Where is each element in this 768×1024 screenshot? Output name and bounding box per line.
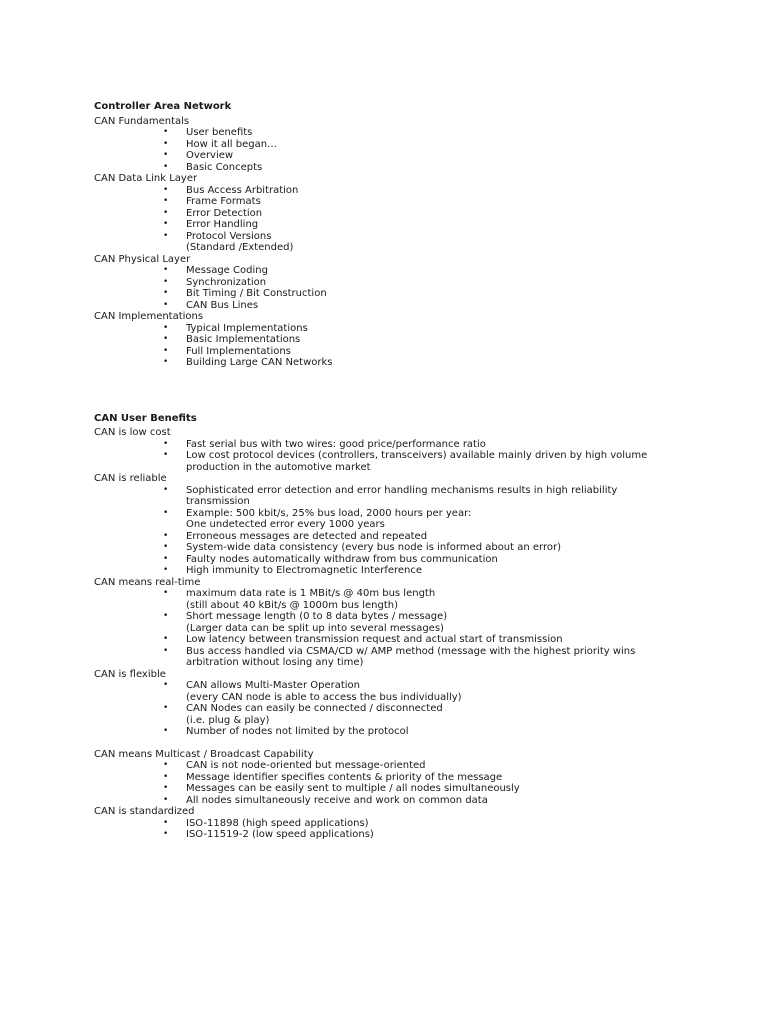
item-text: transmission <box>186 496 250 507</box>
bullet-icon: • <box>163 450 169 460</box>
item-text: Error Detection <box>186 207 263 219</box>
topic-group <box>94 577 694 669</box>
item-text: CAN Nodes can easily be connected / disconnected <box>186 703 443 714</box>
section-title: Controller Area Network <box>94 101 232 112</box>
bullet-list <box>94 323 694 369</box>
bullet-icon: • <box>163 438 169 449</box>
list-item <box>94 703 694 726</box>
list-item <box>94 219 694 231</box>
item-text: Overview <box>186 150 234 161</box>
bullet-icon: • <box>163 817 169 828</box>
list-item <box>94 508 694 531</box>
item-text: CAN Bus Lines <box>186 299 259 311</box>
bullet-list <box>94 127 694 173</box>
list-item <box>94 300 694 312</box>
item-text: (every CAN node is able to access the bus individually) <box>186 691 462 703</box>
bullet-icon: • <box>163 276 169 287</box>
list-item <box>94 795 694 807</box>
bullet-icon: • <box>163 611 169 621</box>
list-item <box>94 346 694 358</box>
item-text: (i.e. plug & play) <box>186 714 270 726</box>
item-text: Synchronization <box>186 276 267 288</box>
item-text: CAN allows Multi-Master Operation <box>186 680 360 691</box>
item-text: System-wide data consistency (every bus node is informed about an error) <box>186 542 561 553</box>
item-text: (Standard /Extended) <box>186 242 294 253</box>
bullet-icon: • <box>163 265 169 275</box>
list-item <box>94 277 694 289</box>
bullet-list <box>94 818 694 841</box>
list-item <box>94 139 694 151</box>
bullet-list <box>94 760 694 806</box>
list-item <box>94 323 694 335</box>
bullet-icon: • <box>163 345 169 356</box>
topic-group <box>94 311 694 369</box>
bullet-list <box>94 439 694 474</box>
item-text: Building Large CAN Networks <box>186 357 333 368</box>
item-text: production in the automotive market <box>186 461 371 473</box>
item-text: Low latency between transmission request and actual start of transmission <box>186 634 563 645</box>
bullet-icon: • <box>163 760 169 770</box>
section-title: CAN User Benefits <box>94 412 197 424</box>
list-item <box>94 680 694 703</box>
bullet-icon: • <box>163 334 169 344</box>
item-text: Full Implementations <box>186 345 291 357</box>
bullet-icon: • <box>163 703 169 713</box>
bullet-icon: • <box>163 484 169 495</box>
item-text: Sophisticated error detection and error handling mechanisms results in high reliability <box>186 484 618 496</box>
bullet-list <box>94 485 694 577</box>
list-item <box>94 127 694 139</box>
bullet-icon: • <box>163 530 169 541</box>
item-text: ISO-11898 (high speed applications) <box>186 817 369 829</box>
bullet-icon: • <box>163 322 169 333</box>
bullet-icon: • <box>163 150 169 160</box>
list-item <box>94 265 694 277</box>
bullet-icon: • <box>163 184 169 195</box>
bullet-icon: • <box>163 299 169 310</box>
bullet-icon: • <box>163 645 169 656</box>
list-item <box>94 208 694 220</box>
list-item <box>94 485 694 508</box>
item-text: ISO-11519-2 (low speed applications) <box>186 829 374 840</box>
bullet-icon: • <box>163 138 169 149</box>
item-text: Erroneous messages are detected and repeated <box>186 530 428 542</box>
list-item <box>94 772 694 784</box>
item-text: User benefits <box>186 127 253 138</box>
item-text: Basic Concepts <box>186 161 263 173</box>
topic-group <box>94 749 694 807</box>
item-text: Messages can be easily sent to multiple / all nodes simultaneously <box>186 783 520 794</box>
bullet-icon: • <box>163 588 169 598</box>
item-text: Bus access handled via CSMA/CD w/ AMP method (message with the highest priority wins <box>186 645 636 657</box>
bullet-icon: • <box>163 507 169 518</box>
bullet-icon: • <box>163 794 169 805</box>
topic-group <box>94 473 694 577</box>
list-item <box>94 150 694 162</box>
item-text: Short message length (0 to 8 data bytes / message) <box>186 611 448 622</box>
list-item <box>94 450 694 473</box>
bullet-list <box>94 680 694 738</box>
bullet-icon: • <box>163 553 169 564</box>
list-item <box>94 565 694 577</box>
item-text: Typical Implementations <box>186 322 308 334</box>
list-item <box>94 162 694 174</box>
topic-group <box>94 806 694 841</box>
list-item <box>94 634 694 646</box>
item-text: maximum data rate is 1 MBit/s @ 40m bus length <box>186 588 436 599</box>
item-text: CAN is not node-oriented but message-oriented <box>186 760 426 771</box>
list-item <box>94 542 694 554</box>
bullet-icon: • <box>163 230 169 241</box>
list-item <box>94 588 694 611</box>
list-item <box>94 646 694 669</box>
item-text: How it all began… <box>186 138 278 150</box>
item-text: Faulty nodes automatically withdraw from bus communication <box>186 553 498 565</box>
list-item <box>94 760 694 772</box>
list-item <box>94 611 694 634</box>
list-item <box>94 554 694 566</box>
bullet-icon: • <box>163 207 169 218</box>
list-item <box>94 818 694 830</box>
bullet-icon: • <box>163 726 169 736</box>
topic-group <box>94 116 694 174</box>
bullet-icon: • <box>163 219 169 229</box>
list-item <box>94 829 694 841</box>
bullet-icon: • <box>163 783 169 793</box>
list-item <box>94 726 694 738</box>
bullet-icon: • <box>163 357 169 367</box>
list-item <box>94 185 694 197</box>
group-label: CAN Physical Layer <box>94 253 191 265</box>
item-text: Number of nodes not limited by the protocol <box>186 726 409 737</box>
item-text: Bus Access Arbitration <box>186 184 299 196</box>
item-text: (still about 40 kBit/s @ 1000m bus length) <box>186 599 398 611</box>
item-text: Basic Implementations <box>186 334 301 345</box>
list-item <box>94 334 694 346</box>
item-text: Frame Formats <box>186 196 261 207</box>
item-text: High immunity to Electromagnetic Interference <box>186 565 423 576</box>
item-text: One undetected error every 1000 years <box>186 519 385 530</box>
item-text: Message Coding <box>186 265 268 276</box>
item-text: Error Handling <box>186 219 259 230</box>
topic-group <box>94 669 694 738</box>
bullet-icon: • <box>163 288 169 298</box>
group-label: CAN Data Link Layer <box>94 173 198 184</box>
section <box>94 413 694 841</box>
group-label: CAN means real-time <box>94 576 201 588</box>
group-label: CAN Implementations <box>94 311 204 322</box>
bullet-icon: • <box>163 161 169 172</box>
group-label: CAN is standardized <box>94 806 195 817</box>
item-text: (Larger data can be split up into several messages) <box>186 622 444 634</box>
item-text: Low cost protocol devices (controllers, transceivers) available mainly driven by high volume <box>186 450 648 461</box>
topic-group <box>94 427 694 473</box>
list-item <box>94 783 694 795</box>
item-text: arbitration without losing any time) <box>186 657 364 668</box>
bullet-icon: • <box>163 680 169 690</box>
list-item <box>94 288 694 300</box>
bullet-icon: • <box>163 771 169 782</box>
group-label: CAN is low cost <box>94 427 171 438</box>
section <box>94 101 694 369</box>
group-label: CAN is reliable <box>94 473 167 484</box>
bullet-list <box>94 588 694 669</box>
list-item <box>94 439 694 451</box>
item-text: Bit Timing / Bit Construction <box>186 288 327 299</box>
group-label: CAN is flexible <box>94 668 166 680</box>
bullet-list <box>94 185 694 254</box>
bullet-icon: • <box>163 127 169 137</box>
bullet-icon: • <box>163 196 169 206</box>
bullet-icon: • <box>163 542 169 552</box>
topic-group <box>94 173 694 254</box>
item-text: Example: 500 kbit/s, 25% bus load, 2000 hours per year: <box>186 507 472 519</box>
topic-group <box>94 254 694 312</box>
document-page <box>94 101 694 841</box>
bullet-icon: • <box>163 634 169 644</box>
group-label: CAN Fundamentals <box>94 115 190 127</box>
item-text: Fast serial bus with two wires: good price/performance ratio <box>186 438 486 450</box>
list-item <box>94 357 694 369</box>
item-text: Message identifier specifies contents & priority of the message <box>186 771 503 783</box>
item-text: All nodes simultaneously receive and work on common data <box>186 794 488 806</box>
list-item <box>94 531 694 543</box>
item-text: Protocol Versions <box>186 230 272 242</box>
group-label: CAN means Multicast / Broadcast Capability <box>94 748 314 760</box>
list-item <box>94 231 694 254</box>
bullet-icon: • <box>163 565 169 575</box>
list-item <box>94 196 694 208</box>
bullet-list <box>94 265 694 311</box>
bullet-icon: • <box>163 829 169 839</box>
